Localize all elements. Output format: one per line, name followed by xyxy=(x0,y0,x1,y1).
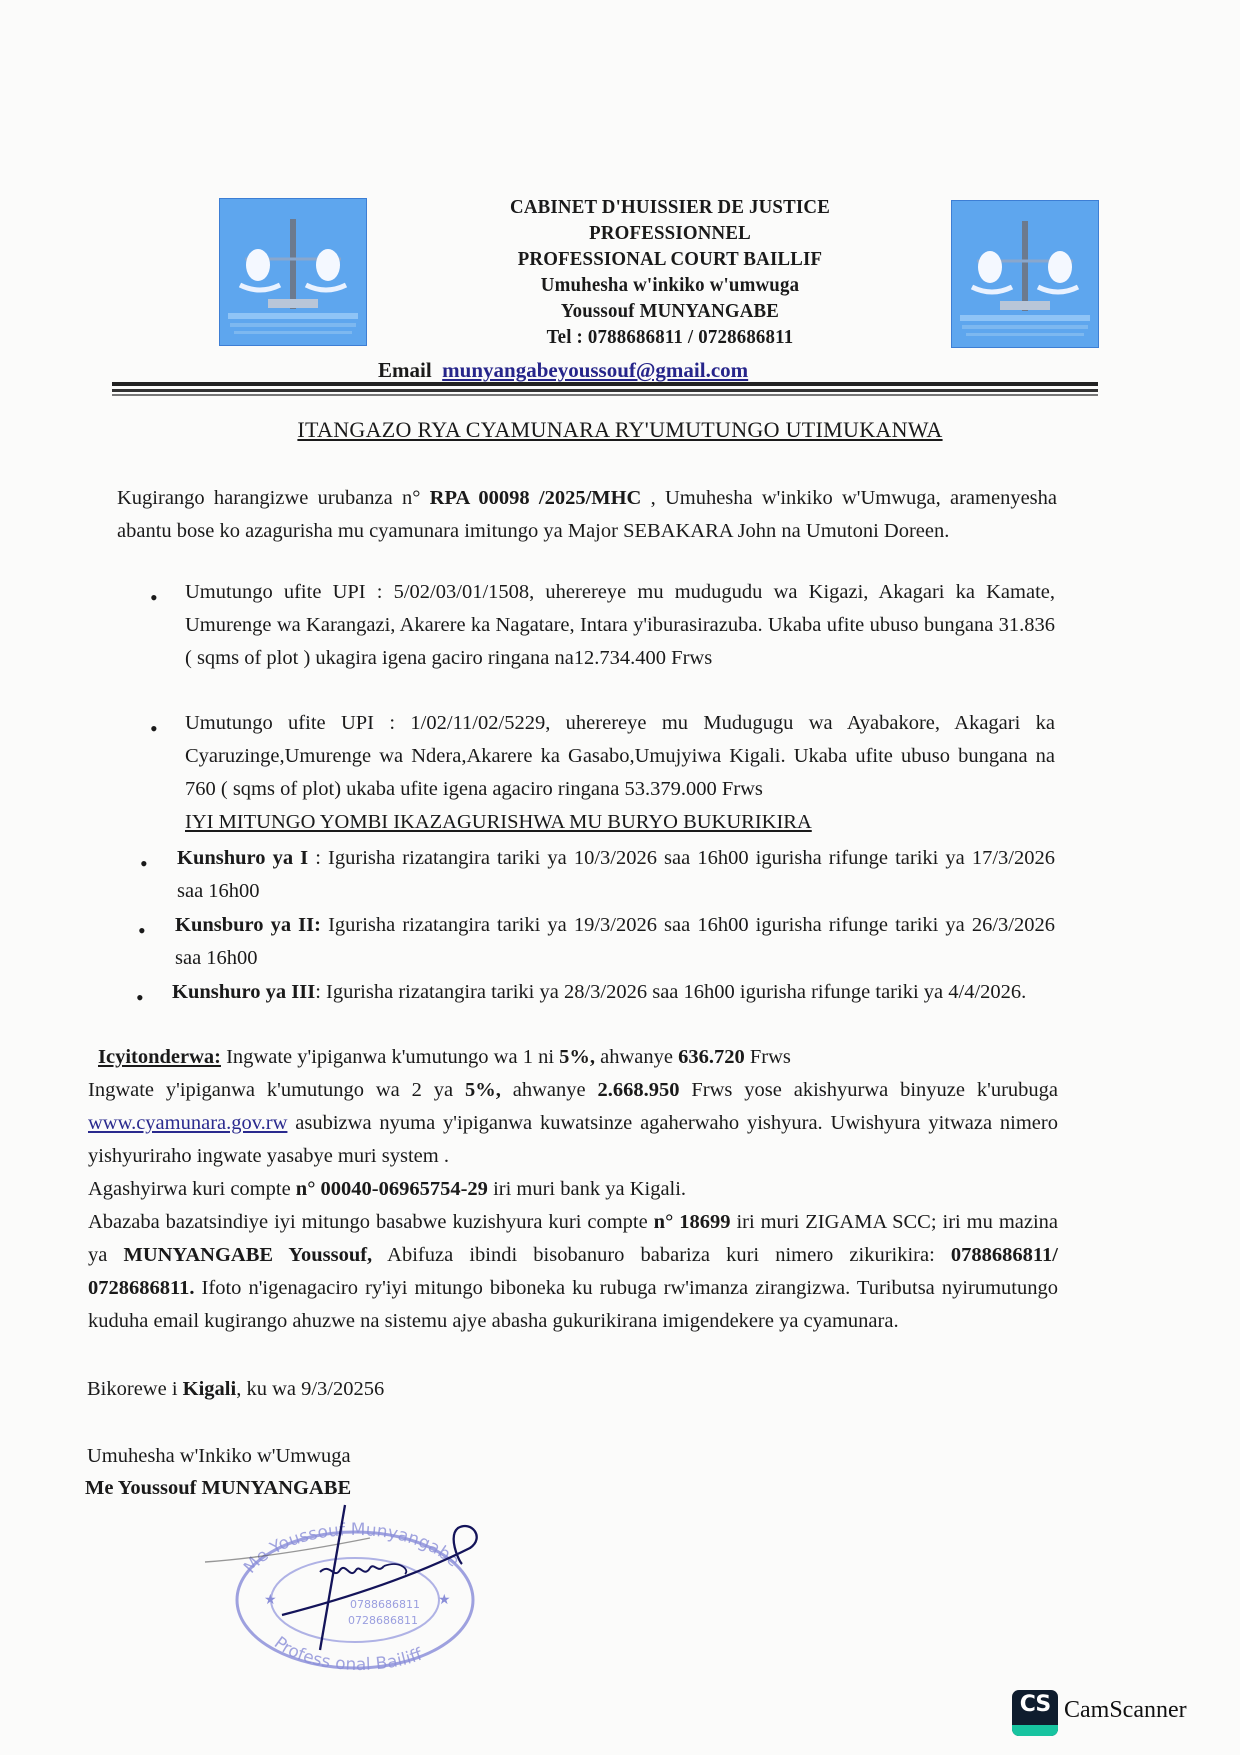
account-holder: MUNYANGABE Youssouf, xyxy=(123,1244,373,1266)
official-stamp xyxy=(200,1500,500,1680)
notes-label: Icyitonderwa: xyxy=(98,1046,221,1068)
stamp-top-text: Me Youssouf Munyangabe xyxy=(240,1519,464,1578)
notes-text: asubizwa nyuma y'ipiganwa kuwatsinze agaherwaho yishyura. Uwishyura yitwaza nimero yishyuriraho ingwate yasabye muri system . xyxy=(88,1112,1058,1167)
case-number: RPA 00098 /2025/MHC xyxy=(429,487,642,509)
letterhead-name: Youssouf MUNYANGABE xyxy=(560,300,780,322)
stamp-tel2: 0728686811 xyxy=(348,1614,418,1627)
deposit-amount: 2.668.950 xyxy=(597,1079,680,1101)
scales-of-justice-icon xyxy=(220,199,366,345)
letterhead-tel: Tel : 0788686811 / 0728686811 xyxy=(546,326,794,348)
email-label: Email xyxy=(378,358,432,382)
camscanner-label: CamScanner xyxy=(1064,1697,1187,1723)
deposit-amount: 636.720 xyxy=(678,1046,745,1068)
stamp-seal-icon xyxy=(200,1500,500,1680)
header-divider xyxy=(112,394,1098,396)
round-label: Kunshuro ya I xyxy=(177,847,309,869)
notes-text: iri muri bank ya Kigali. xyxy=(487,1178,687,1200)
round-label: Kunsburo ya II: xyxy=(175,914,321,936)
deposit-percent: 5%, xyxy=(464,1079,501,1101)
camscanner-badge-accent xyxy=(1012,1725,1058,1736)
stamp-bottom-text: Profess onal Bailiff xyxy=(270,1632,425,1676)
notes-text: Ingwate y'ipiganwa k'umutungo wa 2 ya xyxy=(88,1079,465,1101)
round-text: Igurisha rizatangira tariki ya 10/3/2026 saa 16h00 igurisha rifunge tariki ya 17/3/2026 saa 16h00 xyxy=(177,847,1056,902)
signatory-title: Umuhesha w'Inkiko w'Umwuga xyxy=(87,1445,351,1467)
website-link[interactable]: www.cyamunara.gov.rw xyxy=(88,1112,288,1134)
svg-text:Profess onal Bailiff xyxy=(270,1633,426,1675)
letterhead-line1: CABINET D'HUISSIER DE JUSTICE xyxy=(510,196,830,218)
notes-paragraph xyxy=(88,1074,1058,1173)
round-item xyxy=(172,976,1055,1009)
camscanner-badge-text: CS xyxy=(1019,1692,1051,1717)
intro-text: , Umuhesha w'inkiko w'Umwuga, aramenyesha abantu bose ko azagurisha mu cyamunara imitungo ya Major SEBAKARA John na Umutoni Doreen. xyxy=(117,487,1057,542)
camscanner-logo-icon xyxy=(1012,1690,1058,1736)
closing-place: Kigali xyxy=(182,1378,237,1400)
account-number: n° 18699 xyxy=(653,1211,731,1233)
letterhead-email xyxy=(378,358,748,383)
notes-text: Frws xyxy=(744,1046,791,1068)
payment-text: iri muri ZIGAMA SCC; iri mu mazina ya xyxy=(88,1211,1059,1266)
svg-text:★: ★ xyxy=(438,1593,451,1608)
header-divider xyxy=(112,389,1098,392)
account-line xyxy=(88,1173,686,1206)
sale-heading: IYI MITUNGO YOMBI IKAZAGURISHWA MU BURYO BUKURIKIRA xyxy=(185,811,812,833)
letterhead-line4: Umuhesha w'inkiko w'umwuga xyxy=(540,274,800,296)
svg-text:★: ★ xyxy=(264,1593,277,1608)
scales-of-justice-icon xyxy=(952,201,1098,347)
bullet-icon: • xyxy=(138,918,146,943)
round-sep: : xyxy=(315,981,327,1003)
payment-text: Ifoto n'igenagaciro ry'iyi mitungo biboneka ku rubuga rw'imanza zirangizwa. Tuributsa nyirumutungo kuduha email kugirango ahuzwe na sistemu ajye abasha gukurikirana imigendekere ya cyamunara. xyxy=(88,1277,1058,1332)
round-item xyxy=(177,842,1055,908)
round-sep xyxy=(321,914,328,936)
bullet-icon: • xyxy=(140,851,148,876)
closing-date: , ku wa 9/3/20256 xyxy=(236,1378,385,1400)
document-title: ITANGAZO RYA CYAMUNARA RY'UMUTUNGO UTIMUKANWA xyxy=(297,417,943,442)
signatory-name-text: Me Youssouf MUNYANGABE xyxy=(85,1477,352,1499)
notes-text: Agashyirwa kuri compte xyxy=(88,1178,296,1200)
round-text: Igurisha rizatangira tariki ya 19/3/2026 saa 16h00 igurisha rifunge tariki ya 26/3/2026 saa 16h00 xyxy=(175,914,1056,969)
round-sep: : xyxy=(308,847,329,869)
intro-text: Kugirango harangizwe urubanza n° xyxy=(117,487,430,509)
intro-paragraph xyxy=(117,482,1057,548)
notes-text: Ingwate y'ipiganwa k'umutungo wa 1 ni xyxy=(220,1046,560,1068)
logo-right xyxy=(951,200,1099,348)
notes-text: ahwanye xyxy=(500,1079,598,1101)
letterhead xyxy=(422,194,919,350)
property-item: Umutungo ufite UPI : 5/02/03/01/1508, uherereye mu mudugudu wa Kigazi, Akagari ka Kamate, Umurenge wa Karangazi, Akarere ka Nagatare, Intara y'iburasirazuba. Ukaba ufite ubuso bungana 31.836 ( sqms of plot ) ukagira igena gaciro ringana na12.734.400 Frws xyxy=(185,581,1055,669)
notes-paragraph xyxy=(98,1041,1058,1074)
bullet-icon: • xyxy=(150,716,158,741)
notes-text: Frws yose akishyurwa binyuze k'urubuga xyxy=(679,1079,1058,1101)
letterhead-line2: PROFESSIONNEL xyxy=(589,222,751,244)
letterhead-line3: PROFESSIONAL COURT BAILLIF xyxy=(517,248,823,270)
contact-phones: 0788686811/ 0728686811. xyxy=(88,1244,1058,1299)
deposit-percent: 5%, xyxy=(559,1046,596,1068)
email-link[interactable]: munyangabeyoussouf@gmail.com xyxy=(442,358,749,382)
svg-text:Me Youssouf Munyangabe xyxy=(240,1520,463,1578)
notes-text: ahwanye xyxy=(595,1046,679,1068)
stamp-tel1: 0788686811 xyxy=(350,1598,420,1611)
round-label: Kunshuro ya III xyxy=(172,981,316,1003)
payment-text: Abifuza ibindi bisobanuro babariza kuri nimero zikurikira: xyxy=(372,1244,951,1266)
closing-line xyxy=(87,1373,384,1406)
round-item xyxy=(175,909,1055,975)
closing-text: Bikorewe i xyxy=(87,1378,183,1400)
account-number: n° 00040-06965754-29 xyxy=(295,1178,488,1200)
bullet-icon: • xyxy=(136,985,144,1010)
bullet-icon: • xyxy=(150,585,158,610)
logo-left xyxy=(219,198,367,346)
round-text: Igurisha rizatangira tariki ya 28/3/2026 saa 16h00 igurisha rifunge tariki ya 4/4/2026. xyxy=(326,981,1027,1003)
header-divider xyxy=(112,382,1098,386)
property-item: Umutungo ufite UPI : 1/02/11/02/5229, uherereye mu Mudugugu wa Ayabakore, Akagari ka Cyaruzinge,Umurenge wa Ndera,Akarere ka Gasabo,Umujyiwa Kigali. Ukaba ufite ubuso bungana na 760 ( sqms of plot) ukaba ufite igena agaciro ringana 53.379.000 Frws xyxy=(185,712,1055,800)
payment-paragraph xyxy=(88,1206,1058,1338)
payment-text: Abazaba bazatsindiye iyi mitungo basabwe kuzishyura kuri compte xyxy=(88,1211,654,1233)
